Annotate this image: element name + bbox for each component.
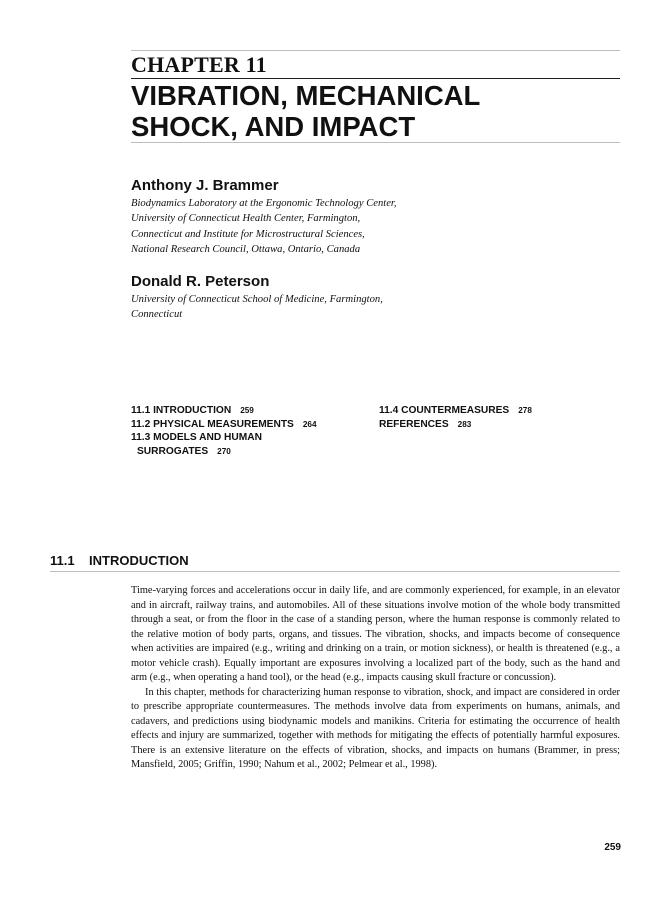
top-rule	[131, 50, 620, 51]
author-affiliation	[131, 196, 397, 258]
toc-right-column	[379, 404, 532, 431]
section-number: 11.1	[50, 553, 75, 568]
toc-entry[interactable]	[379, 418, 532, 432]
toc-entry-continuation[interactable]	[131, 445, 317, 459]
toc-entry-label: 11.1 INTRODUCTION	[131, 405, 232, 416]
author-affiliation	[131, 292, 383, 323]
toc-left-column	[131, 404, 317, 458]
chapter-title-line-2: SHOCK, AND IMPACT	[131, 111, 416, 142]
affiliation-line: National Research Council, Ottawa, Ontario, Canada	[131, 244, 361, 256]
toc-entry-page: 283	[457, 419, 472, 429]
page-number: 259	[604, 842, 621, 853]
toc-entry-label: 11.4 COUNTERMEASURES	[379, 405, 510, 416]
toc-entry[interactable]	[379, 404, 532, 418]
toc-entry-label: REFERENCES	[379, 418, 449, 430]
affiliation-line: Biodynamics Laboratory at the Ergonomic Technology Center,	[131, 198, 397, 209]
toc-entry[interactable]	[131, 418, 317, 432]
title-bottom-rule	[131, 142, 620, 143]
body-text	[131, 584, 620, 773]
toc-entry-page: 264	[302, 419, 317, 429]
toc-entry-page: 278	[518, 406, 532, 415]
paragraph: Time-varying forces and accelerations occur in daily life, and are commonly experienced, for example, in an elevator and in aircraft, railway trains, and automobiles. All of these situations involve motion of the whole body transmitted through a seat, or from the floor in the case of a standing person, where the human response is commonly related to the relative motion of body parts, organs, and tissues. The vibration, shocks, and impacts become of consequence when activities are impaired (e.g., writing and drinking on a train, or motion sickness), or health is threatened (e.g., a motor vehicle crash). Equally important are exposures involving a localized part of the body, such as the hand and arm (e.g., when operating a hand tool), or the head (e.g., impacts causing skull fracture or concussion).	[131, 585, 620, 683]
toc-entry-label: SURROGATES	[137, 445, 209, 457]
toc-entry[interactable]	[131, 431, 317, 445]
affiliation-line: Connecticut	[131, 309, 183, 321]
toc-entry-page: 270	[217, 446, 231, 456]
chapter-title	[131, 80, 620, 142]
affiliation-line: Connecticut and Institute for Microstructural Sciences,	[131, 228, 365, 240]
toc-entry[interactable]	[131, 404, 317, 418]
toc-entry-label: 11.2 PHYSICAL MEASUREMENTS	[131, 418, 294, 430]
toc-entry-page: 259	[240, 406, 254, 415]
author-name: Donald R. Peterson	[131, 273, 270, 290]
chapter-rule	[131, 78, 620, 79]
section-rule	[50, 571, 620, 572]
chapter-label: CHAPTER 11	[131, 52, 267, 77]
affiliation-line: University of Connecticut School of Medicine, Farmington,	[131, 294, 383, 305]
chapter-title-line-1: VIBRATION, MECHANICAL	[131, 80, 481, 111]
affiliation-line: University of Connecticut Health Center, Farmington,	[131, 213, 361, 225]
paragraph: In this chapter, methods for characterizing human response to vibration, shock, and impact are considered in order to prescribe appropriate countermeasures. The methods involve data from experiments on humans, animals, and cadavers, and predictions using biodynamic models and manikins. Criteria for estimating the occurrence of health effects and injury are summarized, together with methods for mitigating the effects of potentially harmful exposures. There is an extensive literature on the effects of vibration, shocks, and impacts on humans (Brammer, in press; Mansfield, 2005; Griffin, 1990; Nahum et al., 2002; Pelmear et al., 1998).	[131, 686, 620, 770]
toc-entry-label: 11.3 MODELS AND HUMAN	[131, 432, 262, 444]
section-title: INTRODUCTION	[89, 553, 189, 568]
author-name: Anthony J. Brammer	[131, 177, 279, 194]
